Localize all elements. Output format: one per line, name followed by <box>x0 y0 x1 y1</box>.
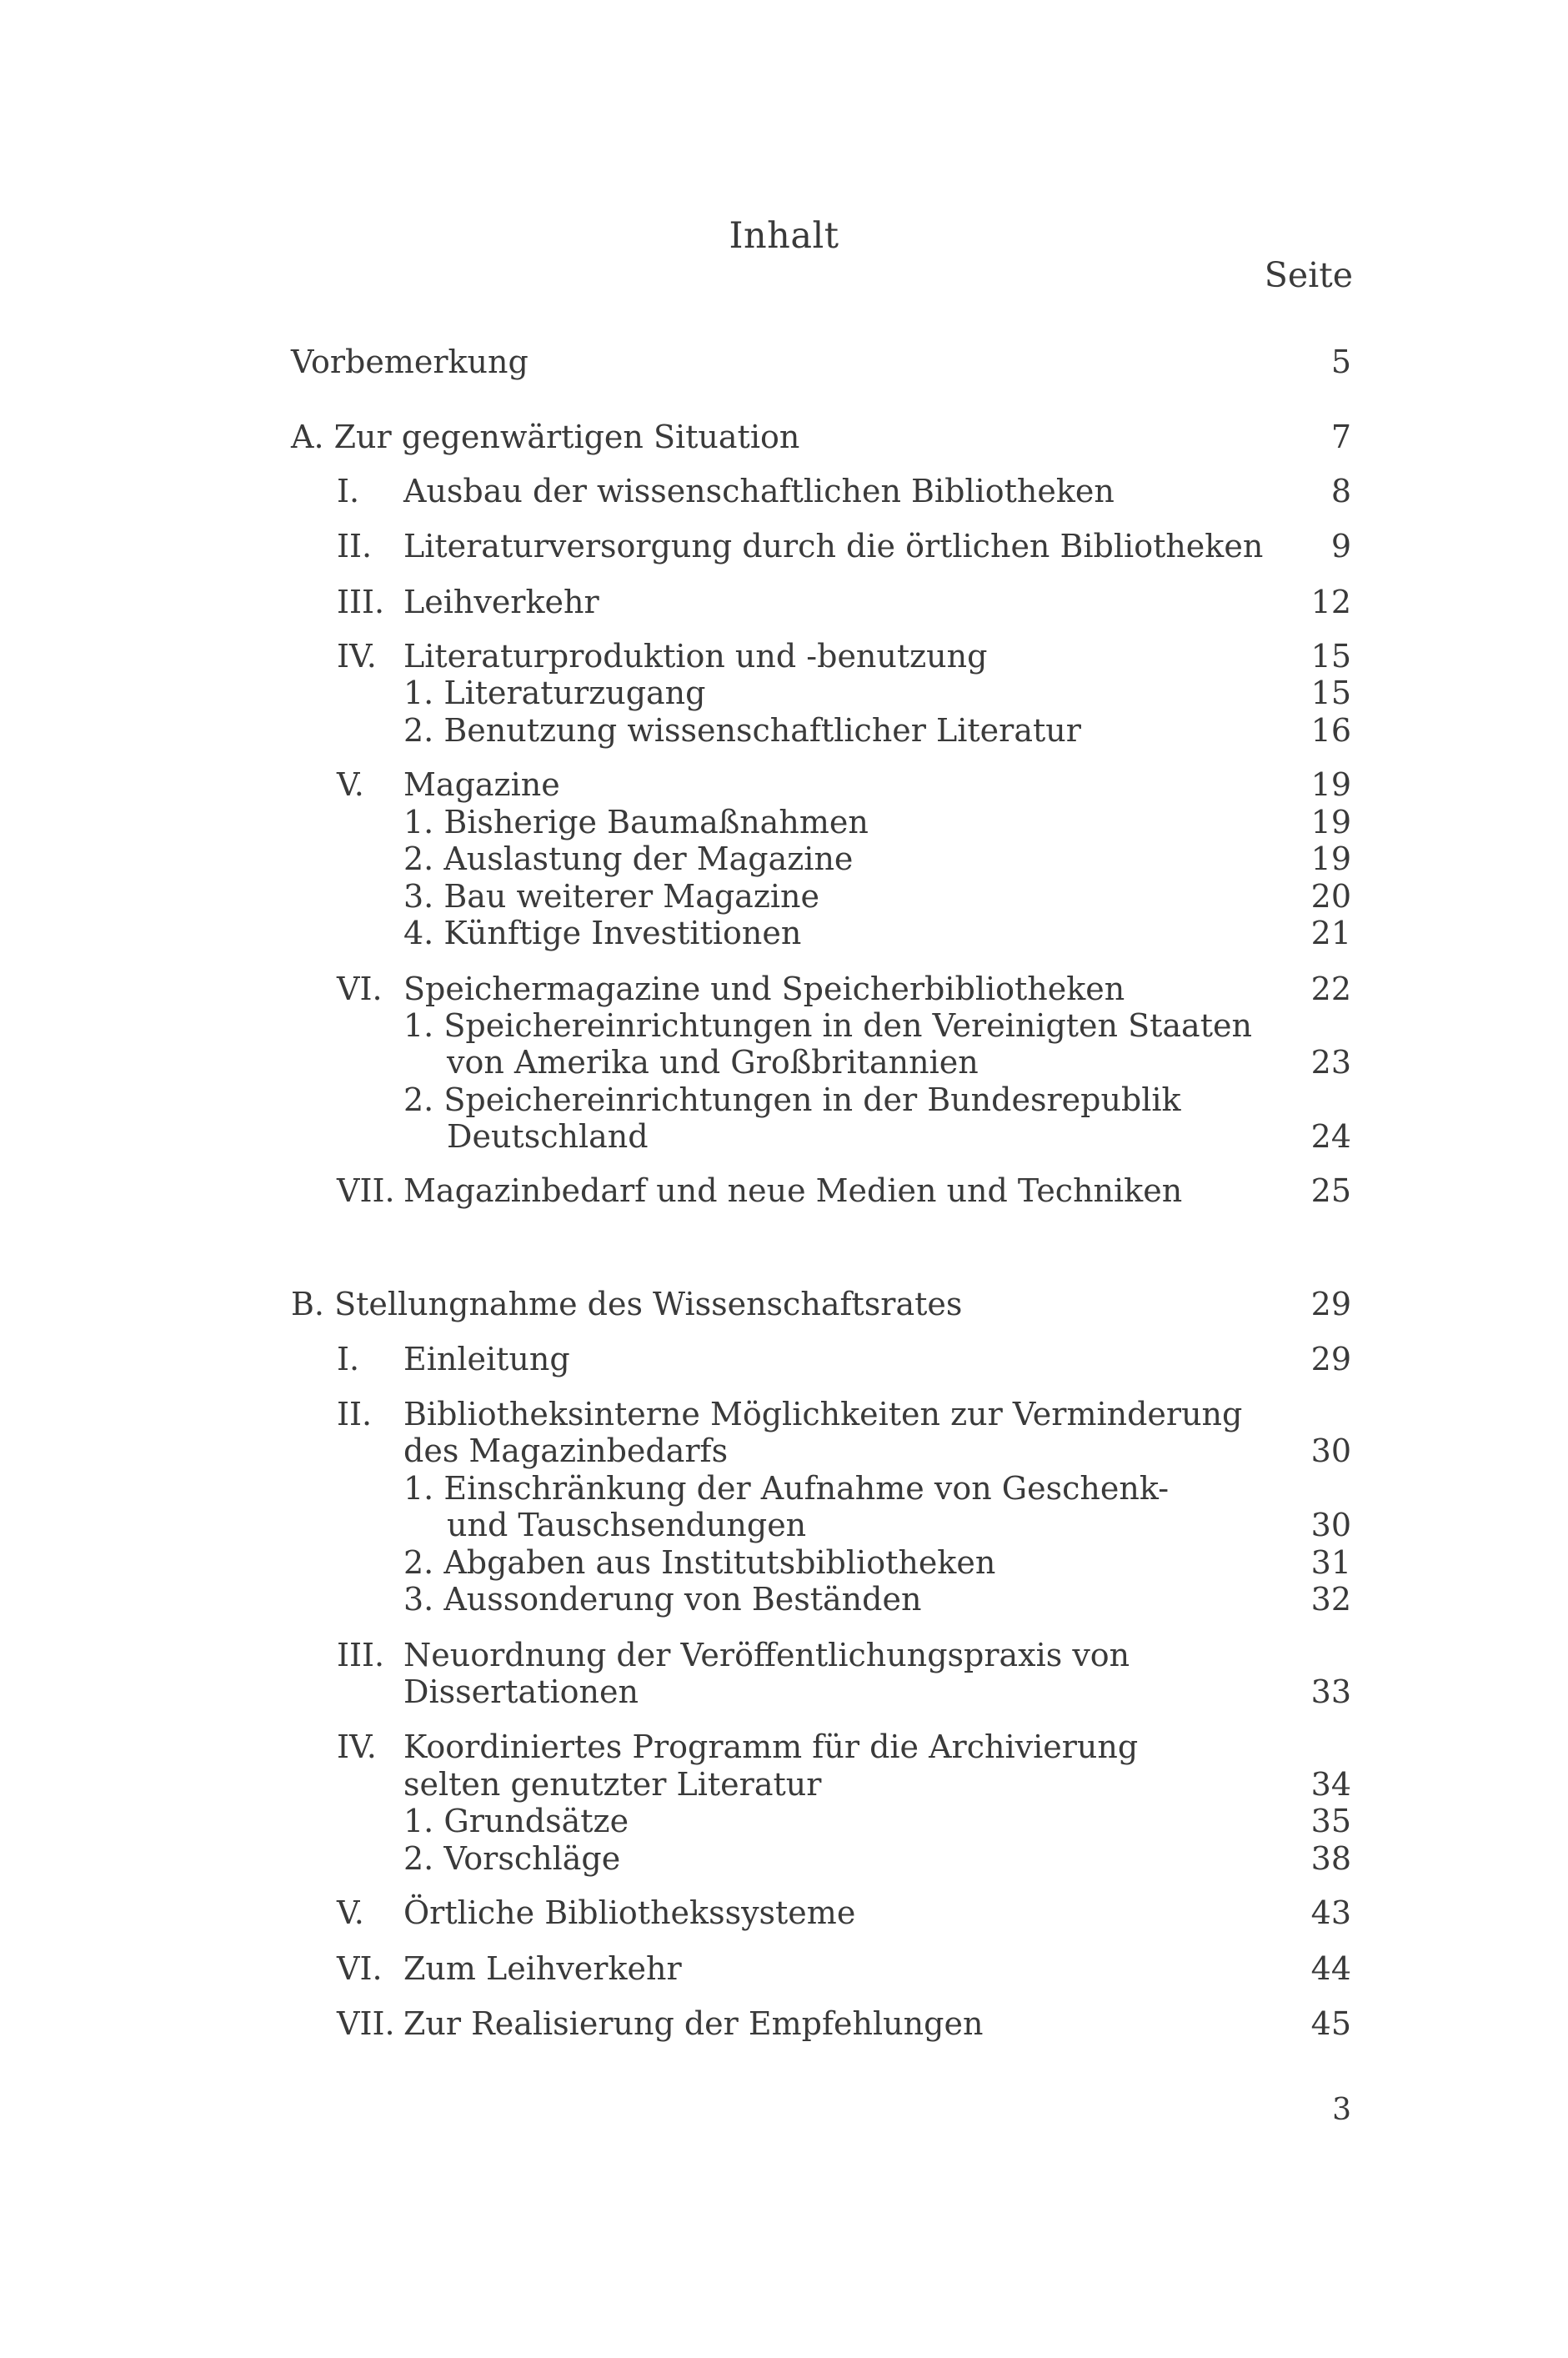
toc-entry-page: 23 <box>1310 1044 1351 1081</box>
toc-entry[interactable] <box>0 1395 1568 1433</box>
toc-entry-text: Einleitung <box>403 1341 570 1377</box>
toc-entry[interactable] <box>0 637 1568 675</box>
toc-entry-page: 24 <box>1310 1118 1351 1155</box>
toc-entry-text: Zur Realisierung der Empfehlungen <box>403 2005 984 2042</box>
toc-entry-page: 21 <box>1310 915 1351 951</box>
toc-entry-continuation[interactable] <box>0 1673 1568 1711</box>
toc-entry-page: 12 <box>1310 584 1351 620</box>
toc-entry-page: 16 <box>1310 712 1351 749</box>
toc-entry-number: II. <box>337 1396 373 1432</box>
toc-entry-page: 30 <box>1310 1432 1351 1469</box>
toc-section-a[interactable] <box>0 418 1568 456</box>
toc-entry-text: 1. Einschränkung der Aufnahme von Geschenk- <box>403 1470 1170 1507</box>
toc-entry-text: 1. Literaturzugang <box>403 675 706 711</box>
toc-entry-number: IV. <box>337 638 377 675</box>
toc-entry-page: 31 <box>1310 1544 1351 1581</box>
toc-entry[interactable] <box>0 2004 1568 2043</box>
toc-entry-number: III. <box>337 1637 385 1673</box>
toc-entry-text: Literaturversorgung durch die örtlichen Bibliotheken <box>403 528 1264 564</box>
toc-entry-page: 22 <box>1310 971 1351 1007</box>
toc-entry[interactable] <box>0 527 1568 565</box>
toc-entry[interactable] <box>0 970 1568 1008</box>
toc-entry-page: 19 <box>1310 766 1351 803</box>
toc-entry-page: 30 <box>1310 1507 1351 1543</box>
toc-entry-text: B. Stellungnahme des Wissenschaftsrates <box>291 1286 963 1322</box>
toc-entry-page: 15 <box>1310 638 1351 675</box>
toc-subentry[interactable] <box>0 1580 1568 1618</box>
toc-subentry[interactable] <box>0 711 1568 750</box>
toc-subentry[interactable] <box>0 803 1568 841</box>
toc-entry-text: Magazine <box>403 766 560 803</box>
toc-subentry[interactable] <box>0 674 1568 712</box>
toc-entry-text: Zum Leihverkehr <box>403 1950 682 1987</box>
toc-entry-page: 19 <box>1310 804 1351 840</box>
toc-entry-page: 29 <box>1310 1286 1351 1322</box>
toc-entry-text: 2. Vorschläge <box>403 1840 621 1877</box>
toc-entry-number: VI. <box>337 1950 383 1987</box>
toc-entry-page: 43 <box>1310 1894 1351 1931</box>
toc-entry-continuation[interactable] <box>0 1765 1568 1804</box>
toc-entry-text: Speichermagazine und Speicherbibliotheken <box>403 971 1125 1007</box>
toc-entry-page: 45 <box>1310 2005 1351 2042</box>
toc-entry-page: 32 <box>1310 1581 1351 1618</box>
page-title: Inhalt <box>729 215 839 257</box>
toc-entry[interactable] <box>0 1636 1568 1674</box>
toc-entry[interactable] <box>0 1894 1568 1932</box>
toc-subentry[interactable] <box>0 914 1568 952</box>
toc-entry-number: VI. <box>337 971 383 1007</box>
toc-entry-page: 9 <box>1330 528 1351 564</box>
toc-entry[interactable] <box>0 1949 1568 1988</box>
toc-entry-text: 1. Grundsätze <box>403 1803 629 1839</box>
toc-entry-page: 44 <box>1310 1950 1351 1987</box>
toc-entry-page: 15 <box>1310 675 1351 711</box>
toc-entry-text: von Amerika und Großbritannien <box>447 1044 979 1081</box>
toc-entry-text: Ausbau der wissenschaftlichen Bibliotheken <box>403 473 1115 509</box>
toc-entry-number: II. <box>337 528 373 564</box>
toc-entry-text: Deutschland <box>447 1118 649 1155</box>
toc-entry[interactable] <box>0 583 1568 621</box>
toc-entry-number: VII. <box>337 1172 395 1209</box>
page-column-label: Seite <box>1264 255 1353 295</box>
toc-entry-page: 8 <box>1330 473 1351 509</box>
toc-entry-text: 2. Speichereinrichtungen in der Bundesrepublik <box>403 1081 1181 1118</box>
toc-entry-number: III. <box>337 584 385 620</box>
toc-subentry[interactable] <box>0 877 1568 916</box>
toc-entry-page: 25 <box>1310 1172 1351 1209</box>
toc-entry-continuation[interactable] <box>0 1432 1568 1470</box>
toc-entry[interactable] <box>0 1728 1568 1766</box>
toc-entry-text: Literaturproduktion und -benutzung <box>403 638 988 675</box>
toc-entry-page: 34 <box>1310 1766 1351 1803</box>
toc-entry-number: I. <box>337 1341 360 1377</box>
toc-entry-page: 33 <box>1310 1673 1351 1710</box>
toc-entry-text: 3. Bau weiterer Magazine <box>403 878 819 915</box>
toc-entry[interactable] <box>0 1340 1568 1378</box>
toc-entry-text: 2. Benutzung wissenschaftlicher Literatur <box>403 712 1081 749</box>
toc-entry-text: 3. Aussonderung von Beständen <box>403 1581 922 1618</box>
toc-subentry[interactable] <box>0 1839 1568 1878</box>
toc-entry-page: 29 <box>1310 1341 1351 1377</box>
toc-entry-text: Vorbemerkung <box>291 344 529 380</box>
toc-entry-page: 35 <box>1310 1803 1351 1839</box>
toc-entry-text: 1. Speichereinrichtungen in den Vereinigten Staaten <box>403 1007 1252 1044</box>
toc-entry-text: Dissertationen <box>403 1673 639 1710</box>
toc-entry-text: selten genutzter Literatur <box>403 1766 822 1803</box>
toc-subentry[interactable] <box>0 1802 1568 1840</box>
toc-entry-text: des Magazinbedarfs <box>403 1432 729 1469</box>
toc-subentry[interactable] <box>0 840 1568 878</box>
toc-entry[interactable] <box>0 472 1568 510</box>
toc-entry-number: VII. <box>337 2005 395 2042</box>
toc-entry-text: und Tauschsendungen <box>447 1507 807 1543</box>
page-number: 3 <box>1332 2093 1351 2127</box>
toc-entry-text: Bibliotheksinterne Möglichkeiten zur Verminderung <box>403 1396 1243 1432</box>
toc-entry-text: A. Zur gegenwärtigen Situation <box>291 419 800 455</box>
toc-subentry[interactable] <box>0 1543 1568 1582</box>
toc-entry-vorbemerkung[interactable] <box>0 343 1568 381</box>
toc-entry-text: 4. Künftige Investitionen <box>403 915 802 951</box>
toc-entry-number: V. <box>337 766 364 803</box>
toc-subentry[interactable] <box>0 1006 1568 1045</box>
toc-entry-page: 20 <box>1310 878 1351 915</box>
toc-entry-text: 2. Auslastung der Magazine <box>403 840 854 877</box>
toc-entry-text: 1. Bisherige Baumaßnahmen <box>403 804 869 840</box>
toc-entry[interactable] <box>0 765 1568 804</box>
toc-entry-number: I. <box>337 473 360 509</box>
toc-entry-number: IV. <box>337 1728 377 1765</box>
toc-subentry-continuation[interactable] <box>0 1506 1568 1544</box>
toc-entry-text: Magazinbedarf und neue Medien und Techniken <box>403 1172 1183 1209</box>
toc-subentry[interactable] <box>0 1081 1568 1119</box>
toc-entry[interactable] <box>0 1171 1568 1210</box>
toc-entry-text: 2. Abgaben aus Institutsbibliotheken <box>403 1544 996 1581</box>
toc-entry-text: Leihverkehr <box>403 584 599 620</box>
toc-subentry-continuation[interactable] <box>0 1043 1568 1081</box>
toc-entry-text: Örtliche Bibliothekssysteme <box>403 1894 856 1931</box>
toc-entry-page: 7 <box>1330 419 1351 455</box>
toc-section-b[interactable] <box>0 1285 1568 1323</box>
toc-entry-number: V. <box>337 1894 364 1931</box>
toc-entry-page: 38 <box>1310 1840 1351 1877</box>
toc-subentry-continuation[interactable] <box>0 1117 1568 1156</box>
toc-subentry[interactable] <box>0 1469 1568 1508</box>
toc-entry-text: Koordiniertes Programm für die Archivierung <box>403 1728 1139 1765</box>
toc-entry-page: 5 <box>1330 344 1351 380</box>
toc-entry-page: 19 <box>1310 840 1351 877</box>
toc-entry-text: Neuordnung der Veröffentlichungspraxis von <box>403 1637 1130 1673</box>
